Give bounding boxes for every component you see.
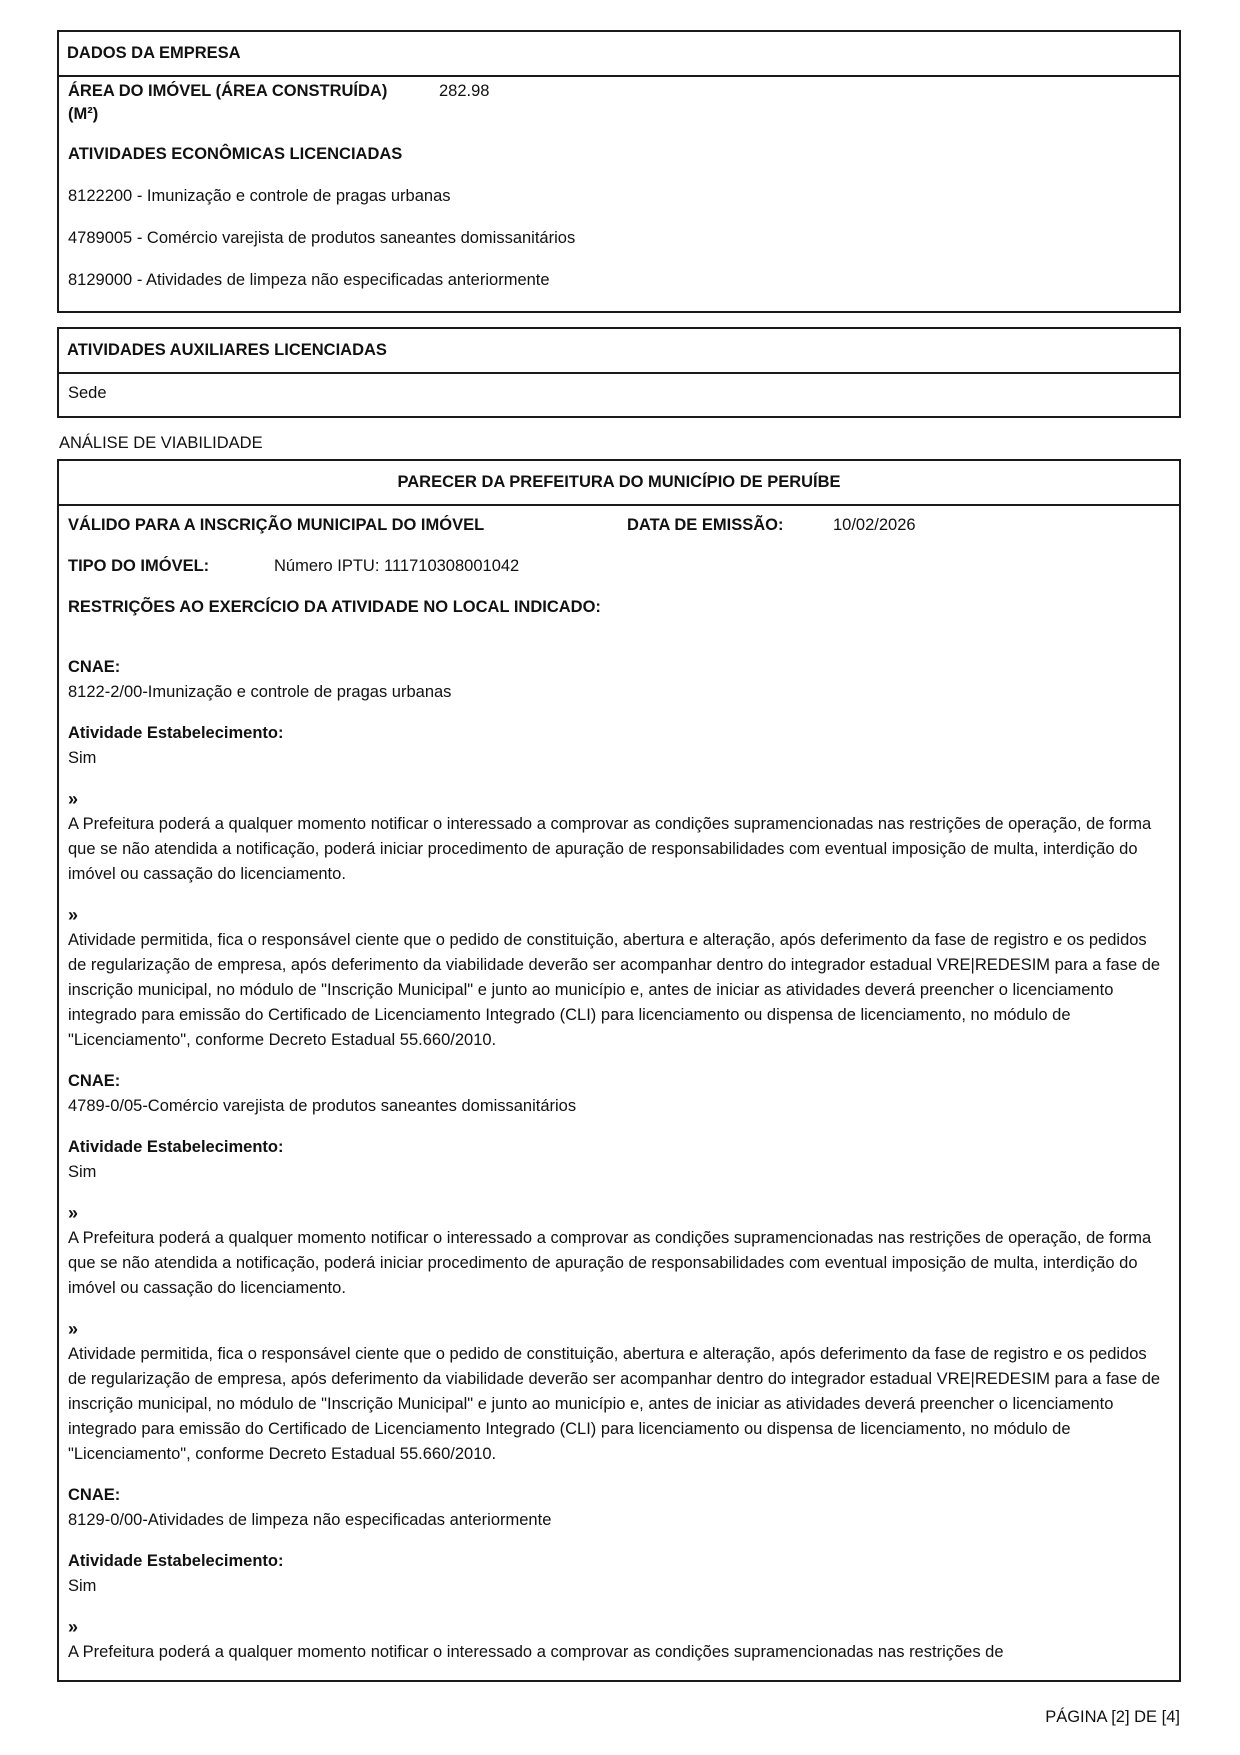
estab-value: Sim: [68, 749, 97, 767]
page-number: PÁGINA [2] DE [4]: [1045, 1708, 1180, 1726]
estab-label: Atividade Estabelecimento:: [68, 1552, 284, 1570]
cnae-code: 8122-2/00-Imunização e controle de pragas urbanas: [68, 683, 452, 701]
cnae-label: CNAE:: [68, 1486, 121, 1504]
bullet-icon: »: [68, 1617, 79, 1637]
area-value: 282.98: [439, 82, 490, 100]
atividade-item: 8122200 - Imunização e controle de pragas urbanas: [68, 187, 451, 205]
bullet-icon: »: [68, 905, 79, 925]
bullet-icon: »: [68, 1203, 79, 1223]
area-label-line1: ÁREA DO IMÓVEL (ÁREA CONSTRUÍDA): [68, 82, 388, 100]
atividades-auxiliares-value: Sede: [68, 384, 107, 402]
atividades-auxiliares-title: ATIVIDADES AUXILIARES LICENCIADAS: [59, 329, 1179, 374]
valido-label: VÁLIDO PARA A INSCRIÇÃO MUNICIPAL DO IMÓVEL: [68, 516, 485, 534]
tipo-imovel-label: TIPO DO IMÓVEL:: [68, 557, 210, 575]
estab-value: Sim: [68, 1577, 97, 1595]
estab-label: Atividade Estabelecimento:: [68, 724, 284, 742]
cnae-label: CNAE:: [68, 1072, 121, 1090]
restricoes-label: RESTRIÇÕES AO EXERCÍCIO DA ATIVIDADE NO LOCAL INDICADO:: [68, 598, 601, 616]
atividade-item: 4789005 - Comércio varejista de produtos saneantes domissanitários: [68, 229, 576, 247]
cnae-code: 4789-0/05-Comércio varejista de produtos saneantes domissanitários: [68, 1097, 577, 1115]
parecer-section: [57, 459, 1181, 1682]
atividades-economicas-title: ATIVIDADES ECONÔMICAS LICENCIADAS: [68, 145, 403, 163]
bullet-icon: »: [68, 1319, 79, 1339]
area-label-line2: (M²): [68, 105, 99, 123]
bullet-icon: »: [68, 789, 79, 809]
cnae-block: [68, 1069, 1169, 1467]
cnae-block: [68, 1483, 1169, 1665]
cnae-block: [68, 655, 1169, 1053]
parecer-title: PARECER DA PREFEITURA DO MUNICÍPIO DE PERUÍBE: [59, 461, 1179, 506]
dados-empresa-section: [57, 30, 1181, 313]
cnae-note: Atividade permitida, fica o responsável ciente que o pedido de constituição, abertura e alteração, após deferimento da fase de registro e os pedidos de regularização de empresa, após deferimento da viabilidade deverão ser acompanhar dentro do integrador estadual VRE|REDESIM para a fase de inscrição municipal, no módulo de "Inscrição Municipal" e junto ao município e, antes de iniciar as atividades deverá preencher o licenciamento integrado para emissão do Certificado de Licenciamento Integrado (CLI) para licenciamento ou dispensa de licenciamento, no módulo de "Licenciamento", conforme Decreto Estadual 55.660/2010.: [68, 1345, 1161, 1463]
cnae-note: A Prefeitura poderá a qualquer momento notificar o interessado a comprovar as condições supramencionadas nas restrições de operação, de forma que se não atendida a notificação, poderá iniciar procedimento de apuração de responsabilidades com eventual imposição de multa, interdição do imóvel ou cassação do licenciamento.: [68, 815, 1152, 883]
data-emissao-value: 10/02/2026: [833, 516, 916, 534]
analise-viabilidade-label: ANÁLISE DE VIABILIDADE: [59, 434, 263, 452]
tipo-imovel-value: Número IPTU: 111710308001042: [274, 557, 520, 575]
cnae-note: A Prefeitura poderá a qualquer momento notificar o interessado a comprovar as condições supramencionadas nas restrições de: [68, 1643, 1004, 1661]
cnae-note: A Prefeitura poderá a qualquer momento notificar o interessado a comprovar as condições supramencionadas nas restrições de operação, de forma que se não atendida a notificação, poderá iniciar procedimento de apuração de responsabilidades com eventual imposição de multa, interdição do imóvel ou cassação do licenciamento.: [68, 1229, 1152, 1297]
data-emissao-label: DATA DE EMISSÃO:: [627, 516, 784, 534]
cnae-list: [68, 655, 1169, 1665]
estab-value: Sim: [68, 1163, 97, 1181]
atividades-auxiliares-section: [57, 327, 1181, 418]
atividade-item: 8129000 - Atividades de limpeza não especificadas anteriormente: [68, 271, 550, 289]
cnae-note: Atividade permitida, fica o responsável ciente que o pedido de constituição, abertura e alteração, após deferimento da fase de registro e os pedidos de regularização de empresa, após deferimento da viabilidade deverão ser acompanhar dentro do integrador estadual VRE|REDESIM para a fase de inscrição municipal, no módulo de "Inscrição Municipal" e junto ao município e, antes de iniciar as atividades deverá preencher o licenciamento integrado para emissão do Certificado de Licenciamento Integrado (CLI) para licenciamento ou dispensa de licenciamento, no módulo de "Licenciamento", conforme Decreto Estadual 55.660/2010.: [68, 931, 1161, 1049]
dados-empresa-title: DADOS DA EMPRESA: [59, 32, 1179, 77]
cnae-code: 8129-0/00-Atividades de limpeza não especificadas anteriormente: [68, 1511, 552, 1529]
cnae-label: CNAE:: [68, 658, 121, 676]
estab-label: Atividade Estabelecimento:: [68, 1138, 284, 1156]
